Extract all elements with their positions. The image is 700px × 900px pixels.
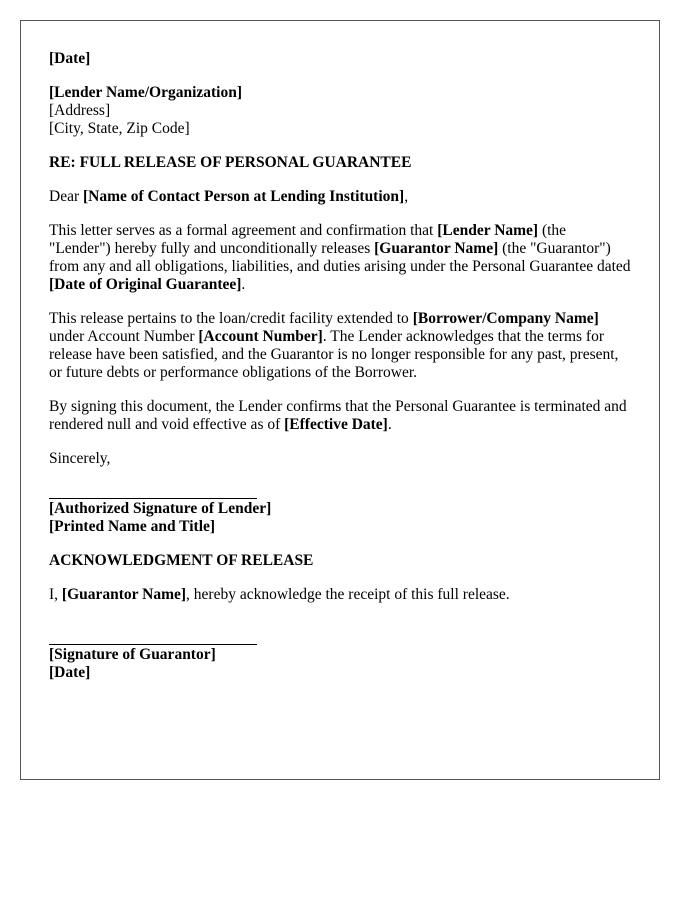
acknowledgment-text-1: I, [49,586,62,603]
paragraph1-original-date: [Date of Original Guarantee] [49,276,242,293]
acknowledgment-statement [49,586,631,604]
paragraph3-text-2: . [387,416,392,433]
acknowledgment-text-2: , hereby acknowledge the receipt of this full release. [186,586,510,603]
lender-address-block [49,84,631,138]
subject-line: RE: FULL RELEASE OF PERSONAL GUARANTEE [49,154,412,171]
paragraph-release-agreement [49,222,631,294]
acknowledgment-guarantor-name: [Guarantor Name] [61,586,187,603]
paragraph1-text-1: This letter serves as a formal agreement and confirmation that [49,222,438,239]
paragraph2-text-2: under Account Number [49,328,199,345]
salutation [49,188,631,206]
guarantor-signature-line [49,644,257,645]
salutation-prefix: Dear [49,188,83,205]
guarantor-signature-label: [Signature of Guarantor] [49,646,216,663]
lender-signature-line [49,498,257,499]
paragraph1-lender-name: [Lender Name] [437,222,539,239]
paragraph-termination [49,398,631,434]
letter-page [20,20,660,780]
paragraph3-effective-date: [Effective Date] [284,416,388,433]
paragraph3-text-1: By signing this document, the Lender confirms that the Personal Guarantee is terminated and rendered null and void effective as of [49,398,627,433]
paragraph2-account-number: [Account Number] [198,328,323,345]
paragraph1-text-2: (the "Lender") hereby fully and unconditionally releases [49,222,567,257]
paragraph1-text-4: . [241,276,246,293]
guarantor-date-label: [Date] [49,664,91,681]
paragraph1-text-3: (the "Guarantor") from any and all obligations, liabilities, and duties arising under the Personal Guarantee dated [49,240,631,275]
salutation-name: [Name of Contact Person at Lending Institution] [83,188,405,205]
acknowledgment-heading: ACKNOWLEDGMENT OF RELEASE [49,552,314,569]
lender-name: [Lender Name/Organization] [49,84,243,101]
paragraph1-guarantor-name: [Guarantor Name] [374,240,499,257]
lender-address: [Address] [49,102,111,119]
lender-city-state-zip: [City, State, Zip Code] [49,120,190,137]
paragraph2-borrower-name: [Borrower/Company Name] [412,310,599,327]
closing: Sincerely, [49,450,111,467]
paragraph2-text-1: This release pertains to the loan/credit facility extended to [49,310,413,327]
lender-printed-name-label: [Printed Name and Title] [49,518,216,535]
paragraph2-text-3: . The Lender acknowledges that the terms for release have been satisfied, and the Guarantor is no longer responsible for any past, present, or future debts or performance obligations of the Borrower. [49,328,619,381]
paragraph-loan-facility [49,310,631,382]
salutation-suffix: , [404,188,409,205]
letter-date: [Date] [49,50,91,67]
lender-signature-label: [Authorized Signature of Lender] [49,500,272,517]
